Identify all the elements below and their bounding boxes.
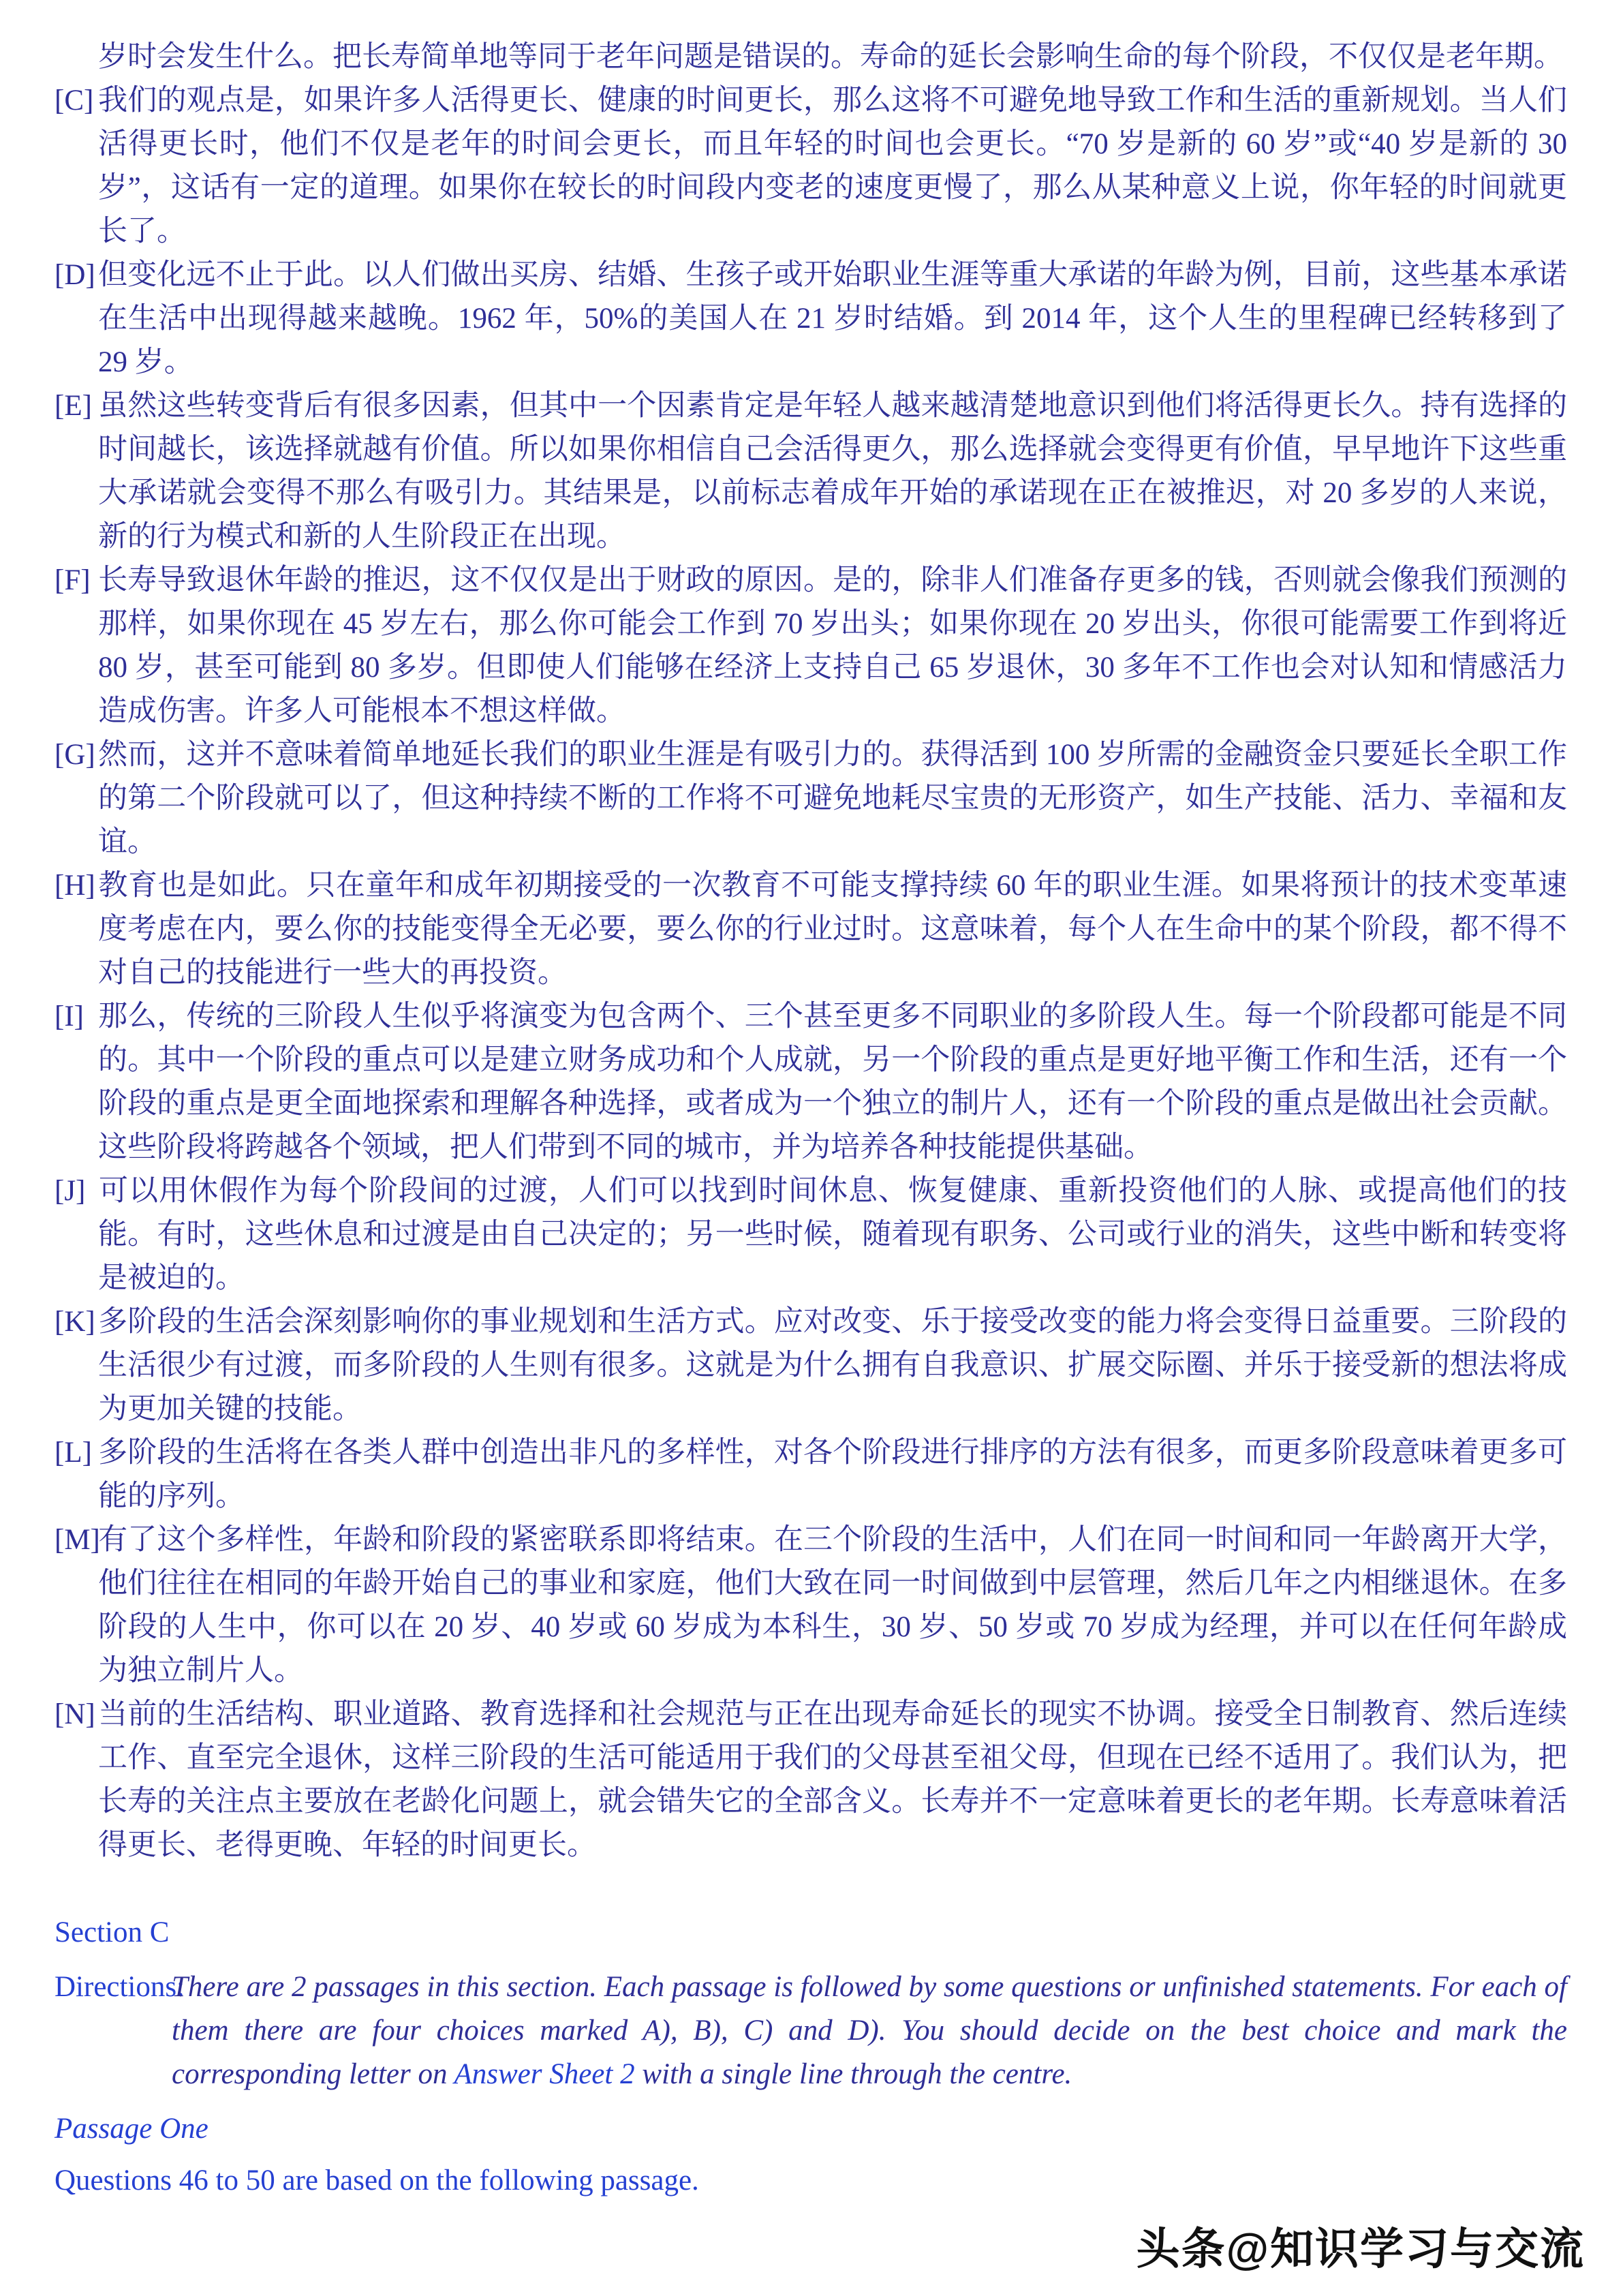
paragraph-label: [D]	[55, 259, 95, 291]
lettered-paragraph	[55, 254, 1567, 384]
questions-range: Questions 46 to 50 are based on the following passage.	[55, 2164, 699, 2196]
lettered-paragraph	[55, 733, 1567, 864]
lettered-paragraph	[55, 1431, 1567, 1518]
lettered-paragraph	[55, 864, 1567, 995]
paragraph-label: [N]	[55, 1698, 95, 1730]
lettered-paragraph	[55, 384, 1567, 559]
paragraph-text: 多阶段的生活将在各类人群中创造出非凡的多样性，对各个阶段进行排序的方法有很多，而更多阶段意味着更多可能的序列。	[98, 1437, 1567, 1512]
directions-text-before: There are 2 passages in this section. Each passage is followed by some questions or unfinished statements. For each of them there are four choices marked A), B), C) and D). You should decide on the best choice and mark the corresponding letter on	[172, 1971, 1567, 2090]
passage-label: Passage One	[55, 2113, 208, 2145]
paragraph-label: [I]	[55, 1000, 84, 1032]
paragraph-continuation: 岁时会发生什么。把长寿简单地等同于老年问题是错误的。寿命的延长会影响生命的每个阶段，不仅仅是老年期。	[98, 41, 1563, 73]
paragraph-label: [L]	[55, 1437, 92, 1469]
directions-text	[172, 1971, 1567, 2090]
paragraph-label: [F]	[55, 564, 91, 596]
lettered-paragraph	[55, 1518, 1567, 1693]
lettered-paragraph-list	[55, 79, 1567, 1867]
lettered-paragraph	[55, 1169, 1567, 1300]
lettered-paragraph	[55, 1693, 1567, 1867]
passage-translation-body	[55, 35, 1567, 1867]
paragraph-text: 然而，这并不意味着简单地延长我们的职业生涯是有吸引力的。获得活到 100 岁所需的金融资金只要延长全职工作的第二个阶段就可以了，但这种持续不断的工作将不可避免地耗尽宝贵的无形资产，如生产技能、活力、幸福和友谊。	[98, 739, 1567, 858]
section-c-block	[55, 1911, 1567, 2203]
lettered-paragraph	[55, 559, 1567, 733]
lettered-paragraph	[55, 995, 1567, 1169]
paragraph-text: 但变化远不止于此。以人们做出买房、结婚、生孩子或开始职业生涯等重大承诺的年龄为例，目前，这些基本承诺在生活中出现得越来越晚。1962 年，50%的美国人在 21 岁时结婚。到 2014 年，这个人生的里程碑已经转移到了 29 岁。	[98, 259, 1567, 378]
paragraph-label: [H]	[55, 870, 95, 902]
watermark: 头条@知识学习与交流	[1136, 2224, 1585, 2274]
directions-text-after: with a single line through the centre.	[642, 2058, 1072, 2090]
paragraph-label: [G]	[55, 739, 95, 771]
lettered-paragraph	[55, 1300, 1567, 1431]
paragraph-text: 教育也是如此。只在童年和成年初期接受的一次教育不可能支撑持续 60 年的职业生涯。如果将预计的技术变革速度考虑在内，要么你的技能变得全无必要，要么你的行业过时。这意味着，每个人在生命中的某个阶段，都不得不对自己的技能进行一些大的再投资。	[98, 870, 1567, 989]
paragraph-label: [J]	[55, 1175, 86, 1207]
paragraph-text: 有了这个多样性，年龄和阶段的紧密联系即将结束。在三个阶段的生活中，人们在同一时间和同一年龄离开大学，他们往往在相同的年龄开始自己的事业和家庭，他们大致在同一时间做到中层管理，然后几年之内相继退休。在多阶段的人生中，你可以在 20 岁、40 岁或 60 岁成为本科生，30 岁、50 岁或 70 岁成为经理，并可以在任何年龄成为独立制片人。	[98, 1524, 1567, 1687]
paragraph-text: 我们的观点是，如果许多人活得更长、健康的时间更长，那么这将不可避免地导致工作和生活的重新规划。当人们活得更长时，他们不仅是老年的时间会更长，而且年轻的时间也会更长。“70 岁是新的 60 岁”或“40 岁是新的 30 岁”，这话有一定的道理。如果你在较长的时间段内变老的速度更慢了，那么从某种意义上说，你年轻的时间就更长了。	[98, 85, 1567, 247]
section-title: Section C	[55, 1916, 170, 1948]
paragraph-text: 长寿导致退休年龄的推迟，这不仅仅是出于财政的原因。是的，除非人们准备存更多的钱，否则就会像我们预测的那样，如果你现在 45 岁左右，那么你可能会工作到 70 岁出头；如果你现在 20 岁出头，你很可能需要工作到将近 80 岁，甚至可能到 80 多岁。但即使人们能够在经济上支持自己 65 岁退休，30 多年不工作也会对认知和情感活力造成伤害。许多人可能根本不想这样做。	[98, 564, 1567, 727]
paragraph-text: 可以用休假作为每个阶段间的过渡，人们可以找到时间休息、恢复健康、重新投资他们的人脉、或提高他们的技能。有时，这些休息和过渡是由自己决定的；另一些时候，随着现有职务、公司或行业的消失，这些中断和转变将是被迫的。	[98, 1175, 1567, 1294]
directions-label: Directions:	[55, 1971, 185, 2003]
paragraph-text: 虽然这些转变背后有很多因素，但其中一个因素肯定是年轻人越来越清楚地意识到他们将活得更长久。持有选择的时间越长，该选择就越有价值。所以如果你相信自己会活得更久，那么选择就会变得更有价值，早早地许下这些重大承诺就会变得不那么有吸引力。其结果是，以前标志着成年开始的承诺现在正在被推迟，对 20 多岁的人来说，新的行为模式和新的人生阶段正在出现。	[98, 390, 1567, 553]
paragraph-text: 多阶段的生活会深刻影响你的事业规划和生活方式。应对改变、乐于接受改变的能力将会变得日益重要。三阶段的生活很少有过渡，而多阶段的人生则有很多。这就是为什么拥有自我意识、扩展交际圈、并乐于接受新的想法将成为更加关键的技能。	[98, 1306, 1567, 1425]
paragraph-text: 那么，传统的三阶段人生似乎将演变为包含两个、三个甚至更多不同职业的多阶段人生。每一个阶段都可能是不同的。其中一个阶段的重点可以是建立财务成功和个人成就，另一个阶段的重点是更好地平衡工作和生活，还有一个阶段的重点是更全面地探索和理解各种选择，或者成为一个独立的制片人，还有一个阶段的重点是做出社会贡献。这些阶段将跨越各个领域，把人们带到不同的城市，并为培养各种技能提供基础。	[98, 1000, 1567, 1163]
paragraph-label: [C]	[55, 85, 94, 117]
answer-sheet-reference: Answer Sheet 2	[454, 2058, 635, 2090]
lettered-paragraph	[55, 79, 1567, 254]
paragraph-label: [M]	[55, 1524, 100, 1556]
paragraph-label: [K]	[55, 1306, 95, 1338]
directions	[55, 1965, 1567, 2096]
paragraph-text: 当前的生活结构、职业道路、教育选择和社会规范与正在出现寿命延长的现实不协调。接受全日制教育、然后连续工作、直至完全退休，这样三阶段的生活可能适用于我们的父母甚至祖父母，但现在已经不适用了。我们认为，把长寿的关注点主要放在老龄化问题上，就会错失它的全部含义。长寿并不一定意味着更长的老年期。长寿意味着活得更长、老得更晚、年轻的时间更长。	[98, 1698, 1567, 1861]
paragraph-label: [E]	[55, 390, 92, 422]
